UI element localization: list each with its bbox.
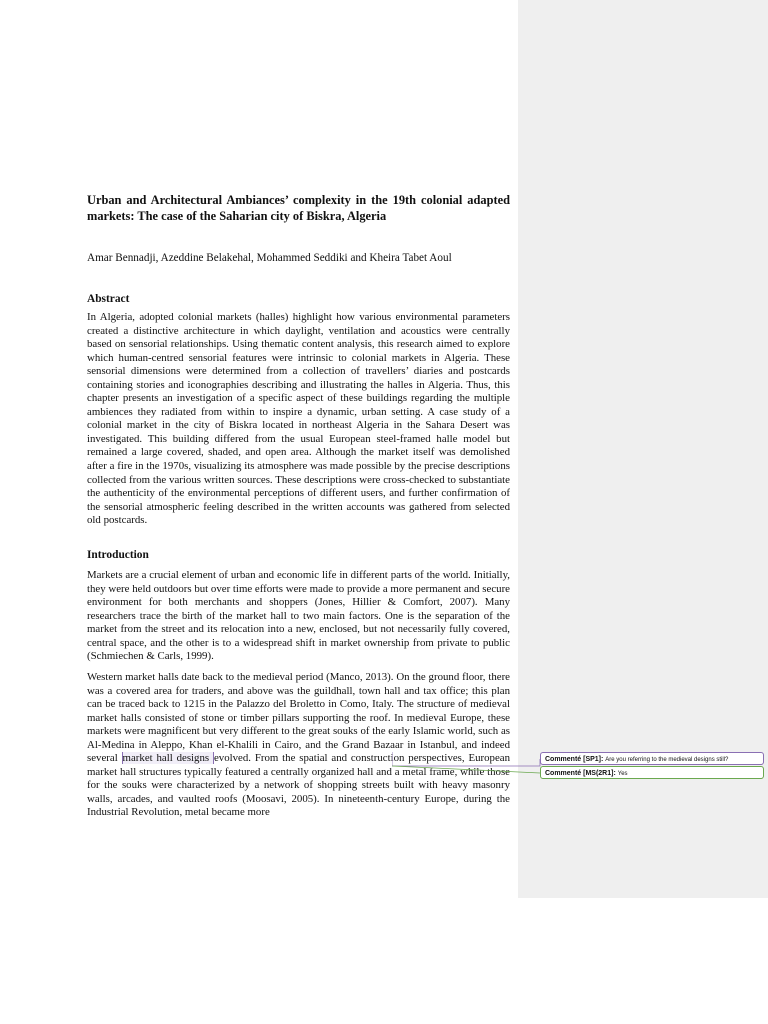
comment-author: Commenté [MS(2R1]:	[545, 770, 616, 777]
introduction-paragraph-1: Markets are a crucial element of urban and economic life in different parts of the world. Initially, they were held outdoors but over time efforts were made to provide a more permanent and secure environment for both merchants and shoppers (Jones, Hillier & Comfort, 2007). Many researchers trace the birth of the market hall to two main factors. One is the separation of the market from the street and its relocation into a new, enclosed, but not necessarily fully covered, central space, and the other is to a widespread shift in market ownership from private to public (Schmiechen & Carls, 1999).	[87, 569, 510, 663]
comment-anchor-highlight[interactable]: market hall designs	[122, 752, 213, 765]
abstract-paragraph: In Algeria, adopted colonial markets (halles) highlight how various environmental parameters created a distinctive architecture in which daylight, ventilation and acoustics were centrally based on sensorial relationships. Using thematic content analysis, this research aimed to explore which human-centred sensorial features were intrinsic to colonial markets in Algeria. These sensorial dimensions were determined from a collection of travellers’ diaries and postcards containing stories and iconographies describing and illustrating the halles in Algeria. Thus, this chapter presents an investigation of a specific aspect of these buildings regarding the multiple ambiences they radiated from within to inspire a dynamic, urban setting. A case study of a colonial market in the city of Biskra located in northeast Algeria in the Sahara Desert was investigated. This building differed from the usual European steel-framed halle model but remained a large covered, shaded, and open area. Although the market itself was demolished after a fire in the 1970s, visualizing its atmosphere was made possible by the precise descriptions collected from the various written sources. These descriptions were cross-checked to substantiate the authenticity of the environmental perceptions of different users, and further confirmation of the sensorial atmospheric feeling described in the written accounts was gathered from selected old postcards.	[87, 311, 510, 527]
document-title: Urban and Architectural Ambiances’ complexity in the 19th colonial adapted markets: The case of the Saharian city of Biskra, Algeria	[87, 193, 510, 223]
comment-author: Commenté [SP1]:	[545, 756, 604, 763]
comment-balloon-reply[interactable]	[540, 766, 764, 779]
document-authors: Amar Bennadji, Azeddine Belakehal, Mohammed Seddiki and Kheira Tabet Aoul	[87, 252, 452, 264]
introduction-heading: Introduction	[87, 549, 149, 561]
comment-connector-green	[392, 766, 540, 773]
comment-balloon-sp1[interactable]	[540, 752, 764, 765]
paragraph-text-before-anchor: Western market halls date back to the medieval period (Manco, 2013). On the ground floor, there was a covered area for traders, and above was the guildhall, town hall and tax office; this plan can be traced back to 1215 in the Palazzo del Broletto in Como, Italy. The structure of medieval market halls consisted of stone or timber pillars supporting the roof. In medieval Europe, these markets were magnificent but very different to the great souks of the early Islamic world, such as Al-Medina in Aleppo, Khan el-Khalili in Cairo, and the Grand Bazaar in Istanbul, and indeed several	[87, 671, 510, 765]
abstract-heading: Abstract	[87, 293, 130, 305]
comment-text: Yes	[617, 771, 628, 777]
comment-text: Are you referring to the medieval designs still?	[605, 757, 729, 763]
paragraph-text-after-anchor: evolved. From the spatial and construction perspectives, European market hall structures typically featured a centrally organized hall and a metal frame, while those for the souks were characterized by a network of shopping streets built with heavy masonry walls, arcades, and vaulted roofs (Moosavi, 2005). In nineteenth-century Europe, during the Industrial Revolution, metal became more	[87, 752, 510, 819]
introduction-paragraph-2	[87, 671, 510, 820]
comment-connector-purple	[392, 752, 540, 766]
